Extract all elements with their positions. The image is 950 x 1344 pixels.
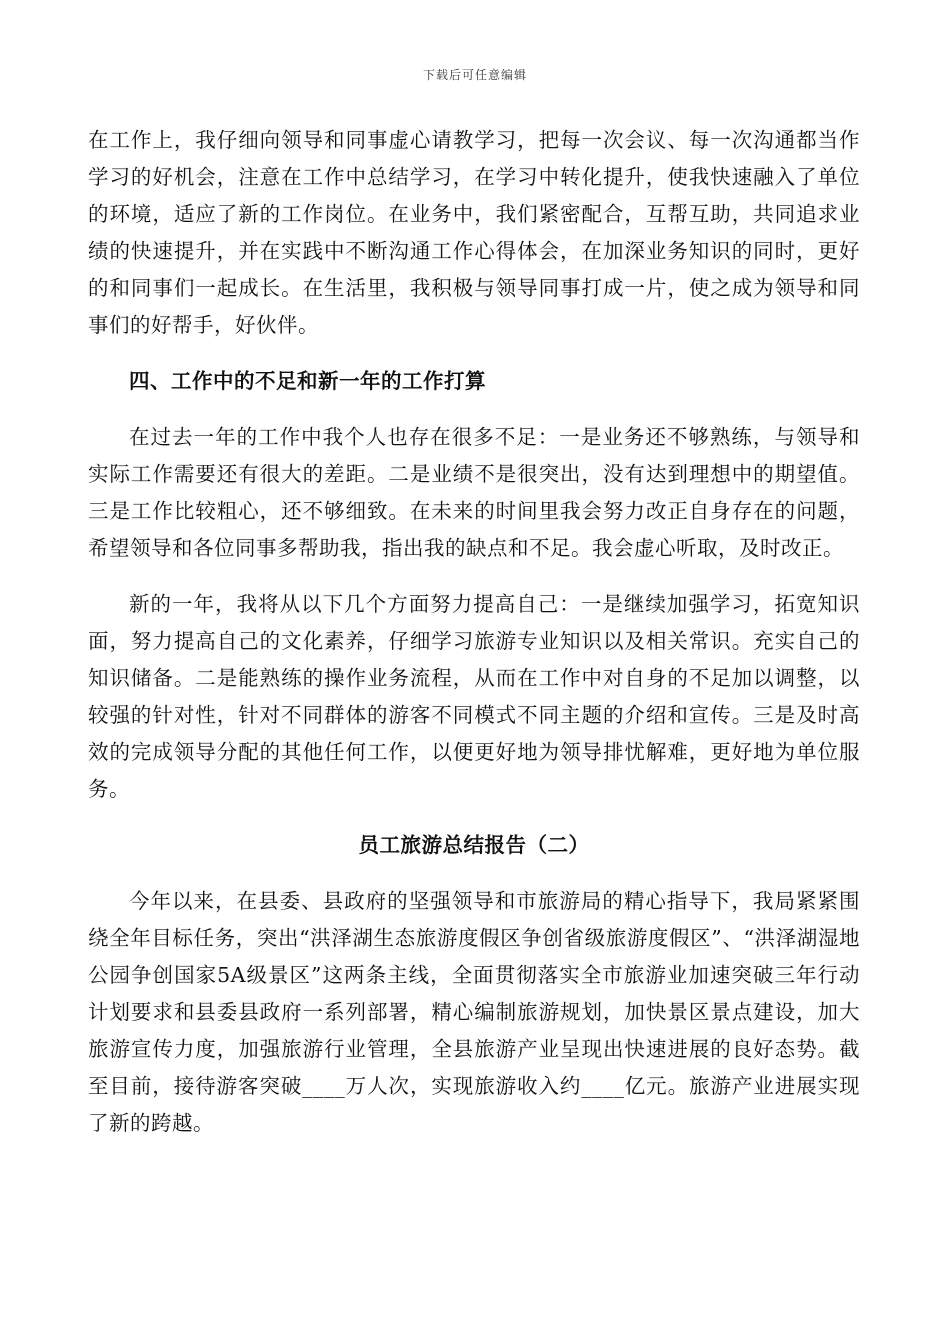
header-note: 下载后可任意编辑: [422, 68, 527, 82]
report-title-two: 员工旅游总结报告（二）: [358, 833, 590, 857]
paragraph-work-attitude: 在工作上，我仔细向领导和同事虚心请教学习，把每一次会议、每一次沟通都当作学习的好机会，注意在工作中总结学习，在学习中转化提升，使我快速融入了单位的环境，适应了新的工作岗位。在业务中，我们紧密配合，互帮互助，共同追求业绩的快速提升，并在实践中不断沟通工作心得体会，在加深业务知识的同时，更好的和同事们一起成长。在生活里，我积极与领导同事打成一片，使之成为领导和同事们的好帮手，好伙伴。: [88, 128, 860, 337]
paragraph-tourism-summary: 今年以来，在县委、县政府的坚强领导和市旅游局的精心指导下，我局紧紧围绕全年目标任务，突出“洪泽湖生态旅游度假区争创省级旅游度假区”、“洪泽湖湿地公园争创国家5A级景区”这两条主线，全面贯彻落实全市旅游业加速突破三年行动计划要求和县委县政府一系列部署，精心编制旅游规划，加快景区景点建设，加大旅游宣传力度，加强旅游行业管理，全县旅游产业呈现出快速进展的良好态势。截至目前，接待游客突破____万人次，实现旅游收入约____亿元。旅游产业进展实现了新的跨越。: [88, 889, 860, 1135]
section-heading-four: 四、工作中的不足和新一年的工作打算: [129, 369, 486, 393]
document-body: [88, 122, 860, 1161]
paragraph-shortcomings: 在过去一年的工作中我个人也存在很多不足：一是业务还不够熟练，与领导和实际工作需要还有很大的差距。二是业绩不是很突出，没有达到理想中的期望值。三是工作比较粗心，还不够细致。在未来的时间里我会努力改正自身存在的问题，希望领导和各位同事多帮助我，指出我的缺点和不足。我会虚心听取，及时改正。: [88, 425, 860, 560]
paragraph-new-year-plan: 新的一年，我将从以下几个方面努力提高自己：一是继续加强学习，拓宽知识面，努力提高自己的文化素养，仔细学习旅游专业知识以及相关常识。充实自己的知识储备。二是能熟练的操作业务流程，从而在工作中对自身的不足加以调整，以较强的针对性，针对不同群体的游客不同模式不同主题的介绍和宣传。三是及时高效的完成领导分配的其他任何工作，以便更好地为领导排忧解难，更好地为单位服务。: [88, 592, 860, 801]
